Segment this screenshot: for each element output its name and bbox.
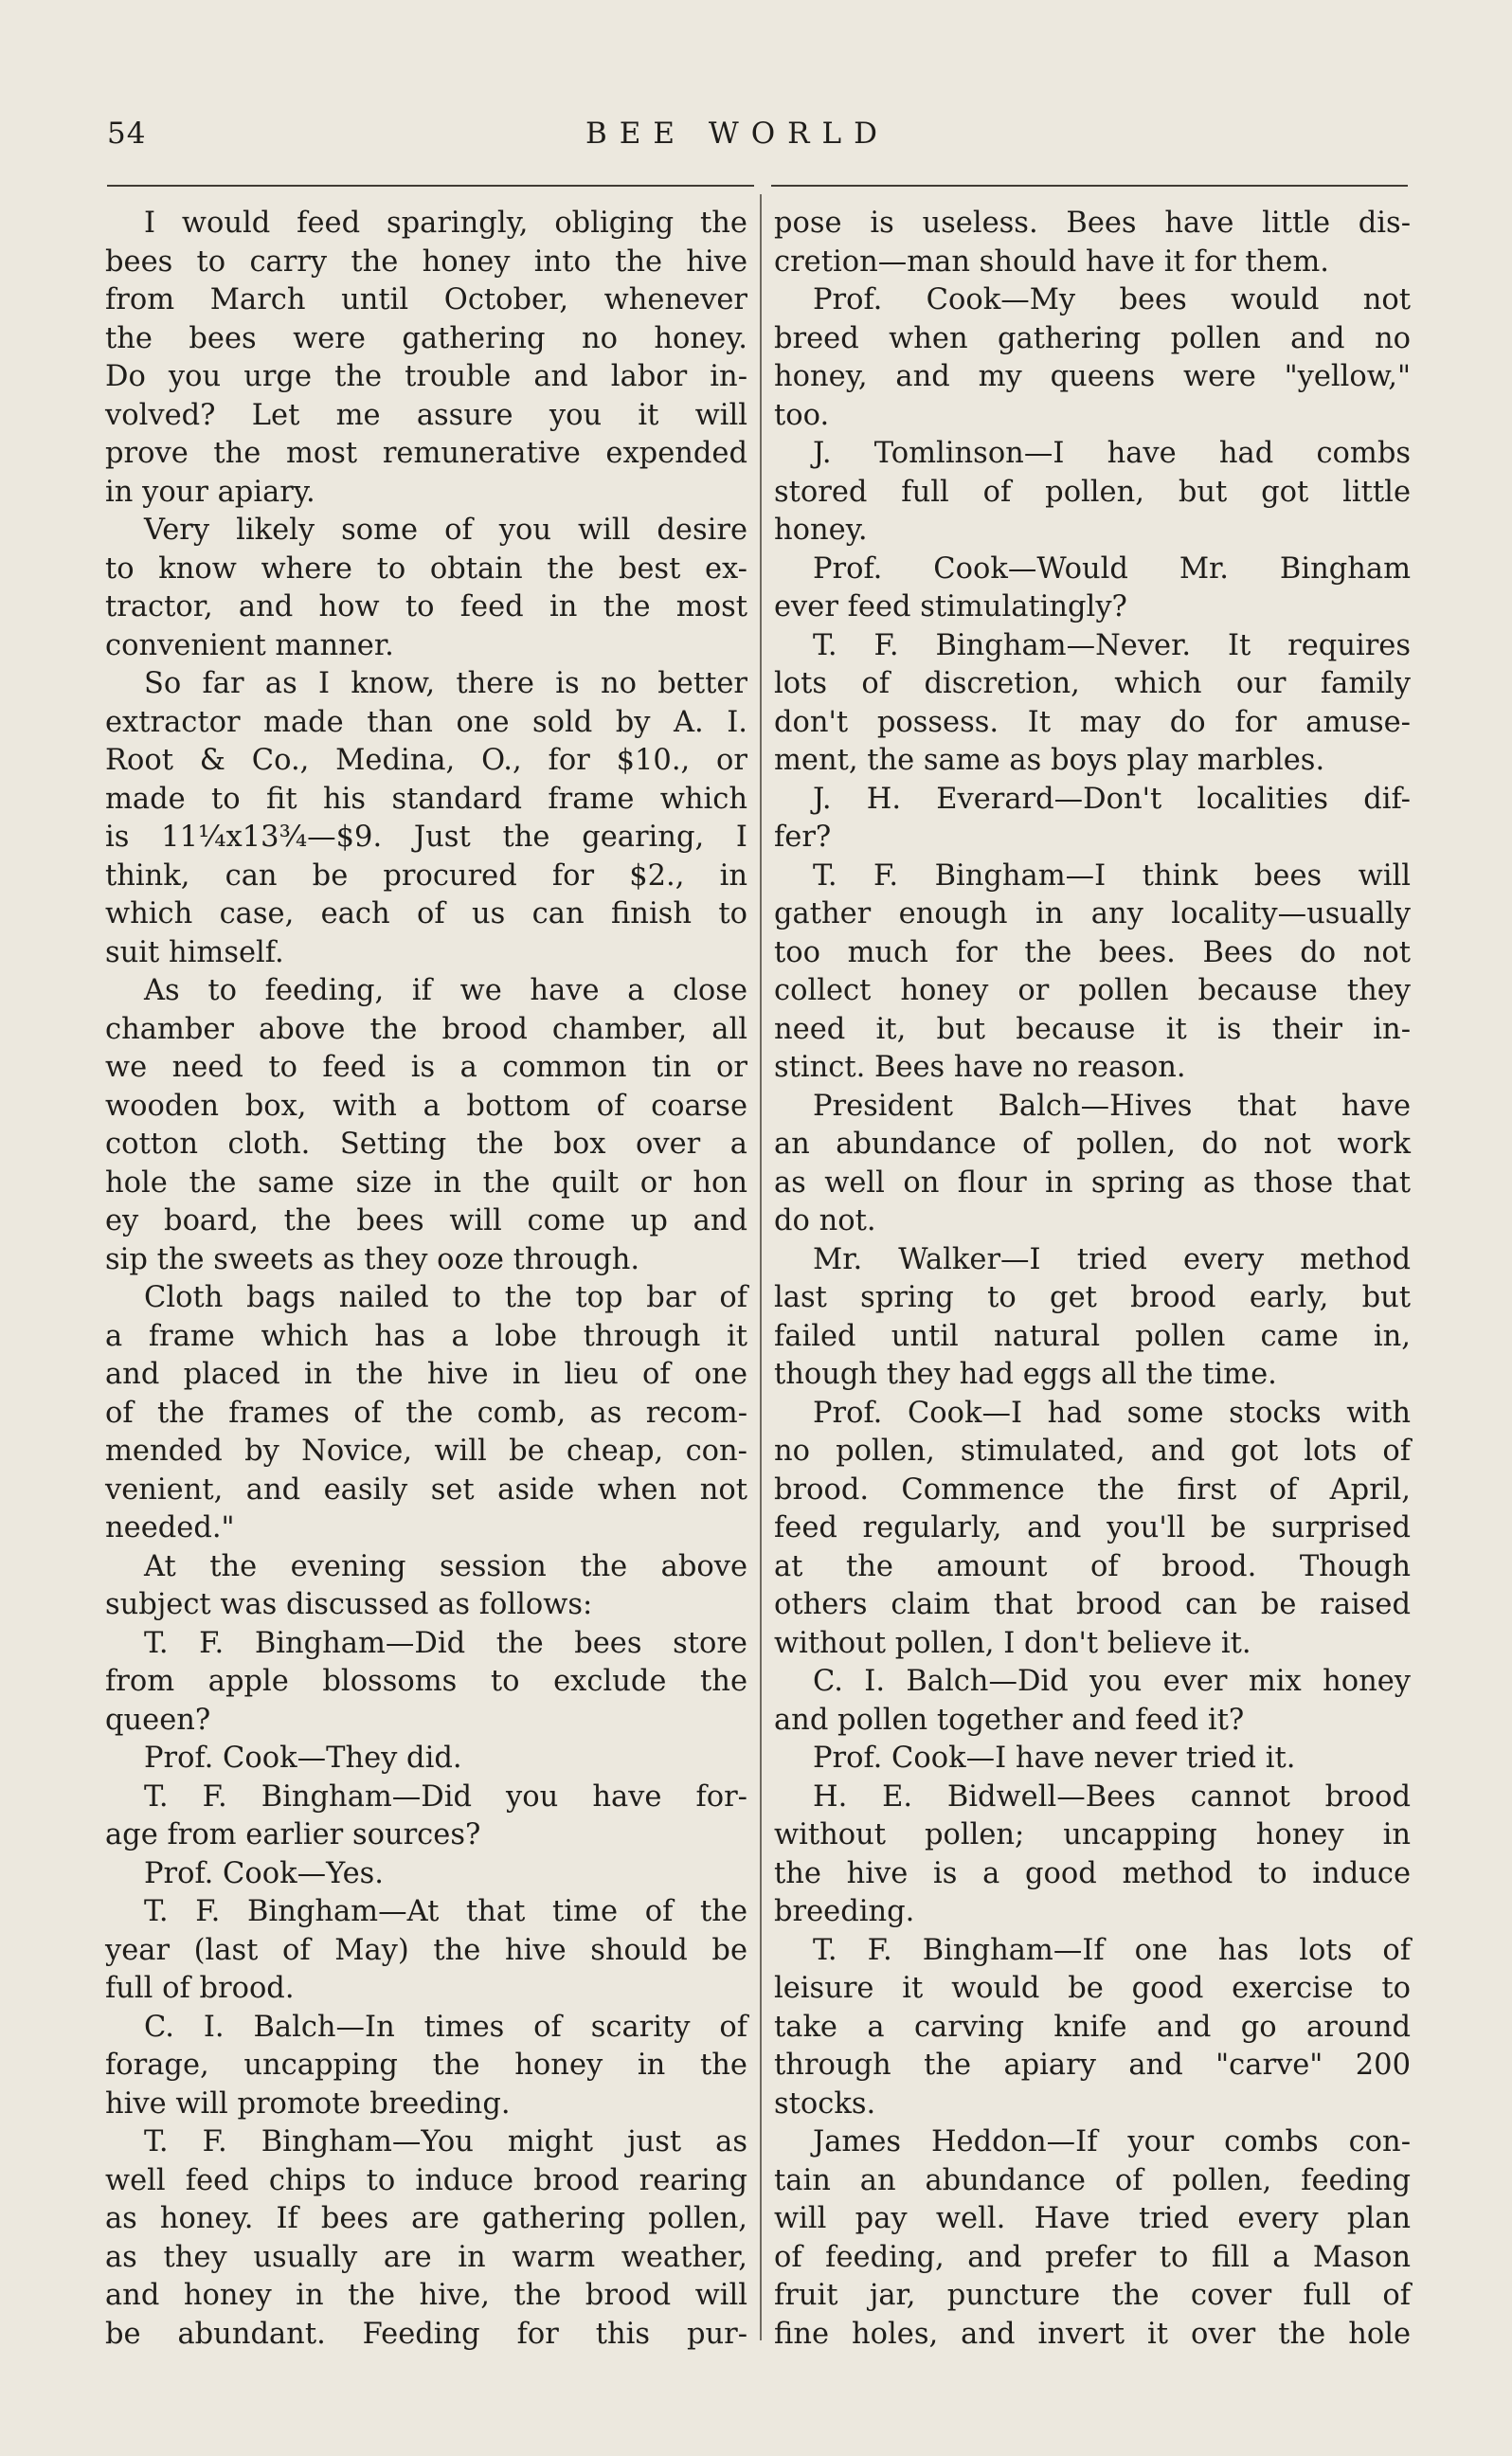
text-line: T. F. Bingham—Did you have for- <box>144 1779 747 1814</box>
page-number: 54 <box>107 117 147 151</box>
text-line: without pollen, I don't believe it. <box>774 1626 1251 1660</box>
header-rule-right <box>771 185 1408 187</box>
text-line: hole the same size in the quilt or hon <box>105 1165 747 1200</box>
text-line: the bees were gathering no honey. <box>105 321 747 355</box>
text-line: ment, the same as boys play marbles. <box>774 744 1325 777</box>
text-line: cotton cloth. Setting the box over a <box>105 1128 747 1161</box>
text-line: as well on flour in spring as those that <box>774 1165 1411 1200</box>
page-header <box>107 117 1398 164</box>
text-line: the hive is a good method to induce <box>774 1856 1411 1890</box>
text-line: Prof. Cook—Would Mr. Bingham <box>813 551 1411 586</box>
text-line: J. H. Everard—Don't localities dif- <box>813 782 1411 816</box>
text-line: So far as I know, there is no better <box>144 667 747 700</box>
text-line: made to fit his standard frame which <box>105 782 747 816</box>
text-line: H. E. Bidwell—Bees cannot brood <box>813 1779 1411 1814</box>
text-line: too. <box>774 398 830 432</box>
text-line: collect honey or pollen because they <box>774 974 1411 1007</box>
text-line: Very likely some of you will desire <box>144 514 747 547</box>
text-line: to know where to obtain the best ex- <box>105 551 747 586</box>
text-line: stocks. <box>774 2086 876 2121</box>
text-line: well feed chips to induce brood rearing <box>105 2163 747 2197</box>
text-line: Root & Co., Medina, O., for $10., or <box>105 744 747 777</box>
text-line: through the apiary and "carve" 200 <box>774 2049 1411 2082</box>
text-line: a frame which has a lobe through it <box>105 1319 747 1353</box>
text-line: from March until October, whenever <box>105 283 747 316</box>
text-line: ey board, the bees will come up and <box>105 1204 747 1237</box>
text-line: in your apiary. <box>105 475 315 509</box>
column-divider <box>760 194 762 2340</box>
text-line: stinct. Bees have no reason. <box>774 1051 1186 1084</box>
text-line: pose is useless. Bees have little dis- <box>774 207 1411 240</box>
text-line: will pay well. Have tried every plan <box>774 2202 1411 2235</box>
text-line: is 11¼x13¾—$9. Just the gearing, I <box>105 821 747 854</box>
text-line: Cloth bags nailed to the top bar of <box>144 1281 747 1314</box>
text-line: stored full of pollen, but got little <box>774 475 1411 509</box>
text-line: Prof. Cook—My bees would not <box>813 283 1411 316</box>
text-line: and honey in the hive, the brood will <box>105 2279 747 2312</box>
running-title: BEE WORLD <box>585 117 890 151</box>
text-line: feed regularly, and you'll be surprised <box>774 1511 1411 1544</box>
text-line: queen? <box>105 1703 211 1737</box>
text-line: from apple blossoms to exclude the <box>105 1665 747 1698</box>
text-line: I would feed sparingly, obliging the <box>144 207 747 240</box>
text-line: sip the sweets as they ooze through. <box>105 1242 640 1276</box>
text-line: brood. Commence the first of April, <box>774 1472 1411 1507</box>
text-line: an abundance of pollen, do not work <box>774 1128 1411 1161</box>
text-line: Prof. Cook—They did. <box>144 1742 462 1775</box>
text-line: at the amount of brood. Though <box>774 1549 1411 1583</box>
text-line: bees to carry the honey into the hive <box>105 244 747 279</box>
text-line: as they usually are in warm weather, <box>105 2240 747 2274</box>
text-line: mended by Novice, will be cheap, con- <box>105 1435 747 1468</box>
text-line: no pollen, stimulated, and got lots of <box>774 1435 1411 1468</box>
text-line: and pollen together and feed it? <box>774 1703 1245 1737</box>
text-line: take a carving knife and go around <box>774 2010 1411 2044</box>
text-line: fer? <box>774 821 832 854</box>
text-line: be abundant. Feeding for this pur- <box>105 2317 747 2351</box>
text-line: needed." <box>105 1511 235 1544</box>
text-line: which case, each of us can finish to <box>105 897 747 930</box>
text-line: tain an abundance of pollen, feeding <box>774 2163 1411 2197</box>
text-line: though they had eggs all the time. <box>774 1358 1277 1391</box>
text-line: honey. <box>774 514 868 547</box>
text-line: T. F. Bingham—Did the bees store <box>144 1626 747 1660</box>
text-line: think, can be procured for $2., in <box>105 858 747 893</box>
text-line: gather enough in any locality—usually <box>774 897 1411 930</box>
text-line: we need to feed is a common tin or <box>105 1051 747 1084</box>
text-line: full of brood. <box>105 1972 295 2005</box>
text-line: and placed in the hive in lieu of one <box>105 1358 747 1391</box>
right-text-column <box>774 205 1411 2354</box>
text-line: of feeding, and prefer to fill a Mason <box>774 2240 1411 2274</box>
text-line: fruit jar, puncture the cover full of <box>774 2279 1411 2312</box>
left-text-column <box>105 205 747 2354</box>
text-line: last spring to get brood early, but <box>774 1281 1411 1314</box>
text-line: Mr. Walker—I tried every method <box>813 1242 1411 1276</box>
text-line: convenient manner. <box>105 628 394 662</box>
text-line: At the evening session the above <box>144 1549 747 1583</box>
text-line: prove the most remunerative expended <box>105 437 747 470</box>
text-line: breed when gathering pollen and no <box>774 321 1411 355</box>
text-line: C. I. Balch—Did you ever mix honey <box>813 1665 1411 1698</box>
text-line: hive will promote breeding. <box>105 2086 511 2121</box>
text-line: chamber above the brood chamber, all <box>105 1012 747 1046</box>
text-line: wooden box, with a bottom of coarse <box>105 1089 747 1123</box>
text-line: year (last of May) the hive should be <box>105 1933 747 1967</box>
text-line: J. Tomlinson—I have had combs <box>813 437 1411 470</box>
text-line: without pollen; uncapping honey in <box>774 1818 1411 1851</box>
text-line: Prof. Cook—I had some stocks with <box>813 1396 1411 1430</box>
text-line: subject was discussed as follows: <box>105 1588 593 1621</box>
text-line: need it, but because it is their in- <box>774 1012 1411 1046</box>
text-line: lots of discretion, which our family <box>774 667 1411 700</box>
text-line: as honey. If bees are gathering pollen, <box>105 2202 747 2235</box>
text-line: honey, and my queens were "yellow," <box>774 360 1411 393</box>
text-line: As to feeding, if we have a close <box>144 974 747 1007</box>
text-line: do not. <box>774 1204 876 1237</box>
text-line: tractor, and how to feed in the most <box>105 590 747 623</box>
text-line: venient, and easily set aside when not <box>105 1472 747 1507</box>
text-line: C. I. Balch—In times of scarity of <box>144 2010 747 2044</box>
text-line: suit himself. <box>105 935 284 969</box>
text-line: breeding. <box>774 1895 915 1928</box>
text-line: don't possess. It may do for amuse- <box>774 705 1411 739</box>
text-line: forage, uncapping the honey in the <box>105 2049 747 2082</box>
text-line: Prof. Cook—Yes. <box>144 1856 384 1890</box>
text-line: volved? Let me assure you it will <box>105 398 747 432</box>
text-line: President Balch—Hives that have <box>813 1089 1411 1123</box>
text-line: T. F. Bingham—At that time of the <box>144 1895 747 1928</box>
text-line: James Heddon—If your combs con- <box>813 2125 1411 2158</box>
text-line: failed until natural pollen came in, <box>774 1319 1411 1353</box>
text-line: of the frames of the comb, as recom- <box>105 1396 747 1430</box>
text-line: T. F. Bingham—You might just as <box>144 2125 747 2158</box>
text-line: age from earlier sources? <box>105 1818 481 1851</box>
text-line: fine holes, and invert it over the hole <box>774 2317 1411 2351</box>
text-line: Do you urge the trouble and labor in- <box>105 360 747 393</box>
text-line: ever feed stimulatingly? <box>774 590 1127 623</box>
text-line: too much for the bees. Bees do not <box>774 935 1411 969</box>
text-line: extractor made than one sold by A. I. <box>105 705 747 739</box>
text-line: T. F. Bingham—I think bees will <box>813 858 1411 893</box>
text-line: cretion—man should have it for them. <box>774 244 1329 279</box>
text-line: Prof. Cook—I have never tried it. <box>813 1742 1296 1775</box>
header-rule-left <box>107 185 754 187</box>
text-line: others claim that brood can be raised <box>774 1588 1411 1621</box>
text-line: T. F. Bingham—Never. It requires <box>813 628 1411 662</box>
text-line: T. F. Bingham—If one has lots of <box>813 1933 1411 1967</box>
text-line: leisure it would be good exercise to <box>774 1972 1411 2005</box>
